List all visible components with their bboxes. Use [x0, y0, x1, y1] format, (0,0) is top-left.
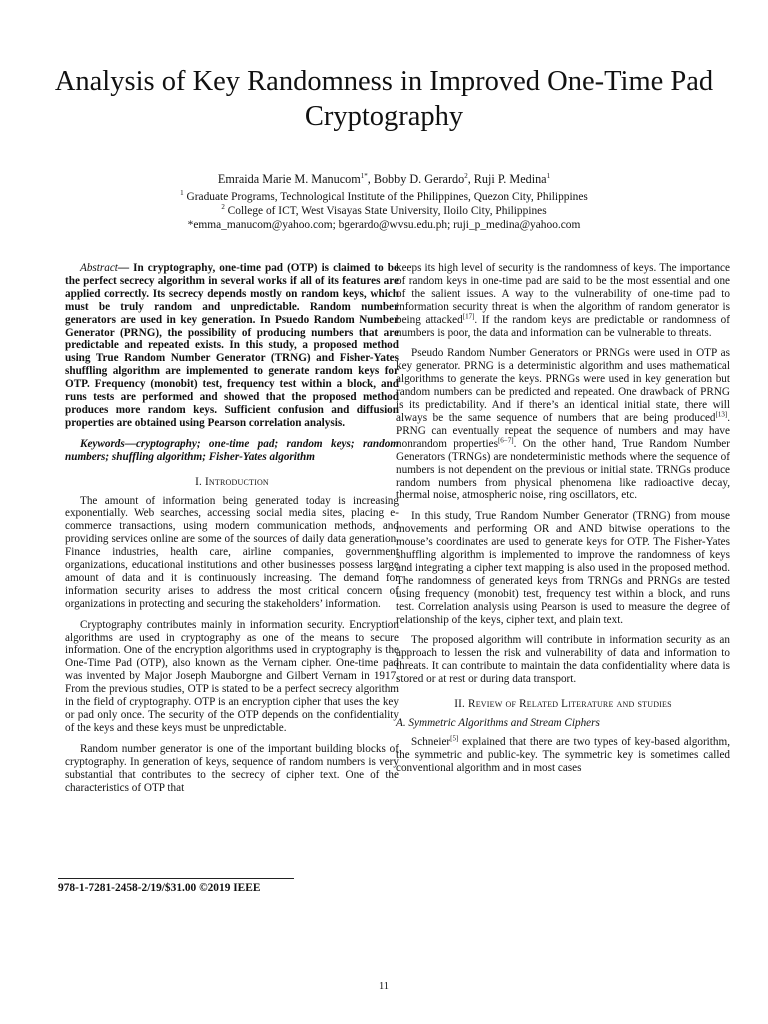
keywords-lead: Keywords— [80, 437, 136, 450]
literature-paragraph-1 [396, 736, 730, 775]
author-2: Bobby D. Gerardo [373, 172, 465, 186]
author-3: Ruji P. Medina [473, 172, 547, 186]
citation: [13] [715, 410, 728, 419]
footer-rule [58, 878, 294, 879]
text-run: explained that there are two types of key-based algorithm, the symmetric and public-key. The symmetric key is sometimes called conventional algorithm and in most cases [396, 735, 730, 774]
intro-paragraph-6: The proposed algorithm will contribute in information security as an approach to lessen the risk and vulnerability of data and information to threats. It can contribute to maintain the data confidentiality where data is stored or at rest or during data transport. [396, 634, 730, 686]
author-3-mark: 1 [546, 171, 551, 180]
author-1-mark: 1* [360, 171, 368, 180]
keywords-text: cryptography; one-time pad; random keys; random numbers; shuffling algorithm; Fisher-Yates algorithm [65, 437, 399, 463]
right-column [396, 262, 730, 775]
affiliation-2 [40, 204, 728, 218]
abstract-lead: Abstract [80, 262, 118, 274]
keywords [65, 438, 399, 464]
author-line: Emraida Marie M. Manucom$^{1*}$, Bobby D. Gerardo$^2$, Ruji P. Medina$^1$ [217, 171, 551, 186]
intro-paragraph-4 [396, 347, 730, 502]
affiliation-2-mark: 2 [221, 203, 225, 212]
page-number: 11 [378, 981, 390, 992]
copyright-footer: 978-1-7281-2458-2/19/$31.00 ©2019 IEEE [58, 882, 261, 894]
author-emails: *emma_manucom@yahoo.com; bgerardo@wvsu.edu.ph; ruji_p_medina@yahoo.com [187, 219, 581, 231]
text-run: . If the random keys are predictable or randomness of numbers is poor, the data and information can be vulnerable to threats. [396, 313, 731, 339]
paper-title: Analysis of Key Randomness in Improved One-Time Pad Cryptography [54, 66, 714, 132]
author-2-mark: 2 [464, 171, 468, 180]
intro-paragraph-2: Cryptography contributes mainly in information security. Encryption algorithms are used in cryptography as one of the means to secure information. One of the encryption algorithms used in cryptography is the One-Time Pad (OTP), also known as the Vernam cipher. One-time pad was invented by Major Joseph Mauborgne and Gilbert Vernam in 1917. From the previous studies, OTP is stated to be a perfect secrecy algorithm in the field of cryptography. OTP is an encryption cipher that uses the key or pad only once. The security of the OTP depends on the confidentiality of the keys and these keys must be unpredictable. [65, 618, 399, 734]
text-run: . PRNG can eventually repeat the sequence of numbers and may have nonrandom properties [396, 411, 730, 450]
affiliation-1-mark: 1 [180, 189, 184, 198]
affiliation-1 [40, 190, 728, 204]
citation: [6−7] [497, 436, 514, 445]
text-run: . On the other hand, True Random Number Generators (TRNGs) are nondeterministic methods where the sequence of numbers is not dependent on the previous or initial state. TRNGs produce random numbers from physical phenomena like radioactive decay, thermal noise, atmospheric noise, ring oscillators, etc. [396, 437, 730, 502]
intro-paragraph-5: In this study, True Random Number Generator (TRNG) from mouse movements and performing OR and AND bitwise operations to the mouse’s coordinates are used to generate keys for OTP. The Fisher-Yates shuffling algorithm is implemented to improve the randomness of keys and integrating a cipher text mapping is also used in the proposed method. The randomness of generated keys from TRNGs and PRNGs are tested using frequency (monobit) test, frequency test within a block, and runs test. Correlation analysis using Pearson is used to measure the degree of relationship of the keys, cipher text, and plain text. [396, 510, 730, 626]
intro-paragraph-3-cont [396, 262, 730, 339]
text-run: Schneier [411, 735, 451, 748]
abstract-text: — In cryptography, one-time pad (OTP) is claimed to be the perfect secrecy algorithm in several works if all of its features are applied correctly. Its secrecy depends mostly on random keys, which must be truly random and unpredictable. Random number generators are used in key generation. In Psuedo Random Number Generator (PRNG), the possibility of producing numbers that are predictable and repeated exists. In this study, a proposed method using True Random Number Generator (TRNG) and Fisher-Yates shuffling algorithm are implemented to generate random keys for OTP. Frequency (monobit) test, frequency test within a block, and runs tests are performed and showed that the proposed method produces more random keys. Sufficient confusion and diffusion properties are obtained using Pearson correlation analysis. [65, 262, 399, 429]
abstract [65, 262, 399, 430]
citation: [5] [450, 734, 459, 743]
subsection-heading-symmetric: A. Symmetric Algorithms and Stream Ciphers [396, 717, 600, 729]
affiliation-1-text: Graduate Programs, Technological Institute of the Philippines, Quezon City, Philippines [183, 191, 588, 203]
author-1: Emraida Marie M. Manucom [217, 172, 361, 186]
intro-paragraph-3: Random number generator is one of the important building blocks of cryptography. In generation of keys, sequence of random numbers is very substantial that contributes to the secrecy of cipher text. One of the characteristics of OTP that [65, 742, 399, 794]
text-run: keeps its high level of security is the randomness of keys. The importance of random keys in one-time pad are said to be the most essential and one of the salient issues. A way to the vulnerability of one-time pad to information security threat is when the algorithm of random generator is being attacked [396, 262, 730, 326]
section-heading-introduction: I. Introduction [195, 475, 269, 488]
intro-paragraph-1: The amount of information being generated today is increasing exponentially. Web searches, accessing social media sites, placing e-commerce transactions, using modern communication methods, and providing services online are some of the sources of daily data generation. Finance industries, health care, airline companies, government organizations, educational institutions and other businesses possess large amount of data and it is continuously increasing. The demand for information security arises to address the most critical concern of organizations in protecting and securing the stakeholders’ information. [65, 494, 399, 610]
citation: [17] [462, 311, 475, 320]
affiliation-2-text: College of ICT, West Visayas State University, Iloilo City, Philippines [224, 205, 547, 217]
text-run: Pseudo Random Number Generators or PRNGs were used in OTP as key generator. PRNG is a deterministic algorithm and uses mathematical algorithms to generate the keys. PRNGs were used in key generation but random numbers can be predicted and repeated. One drawback of PRNG is its predictability. And if there’s an identical initial state, there will always be the same sequence of numbers that are being produced [396, 347, 730, 424]
left-column [65, 262, 399, 794]
section-heading-related-literature: II. Review of Related Literature and studies [454, 698, 672, 711]
